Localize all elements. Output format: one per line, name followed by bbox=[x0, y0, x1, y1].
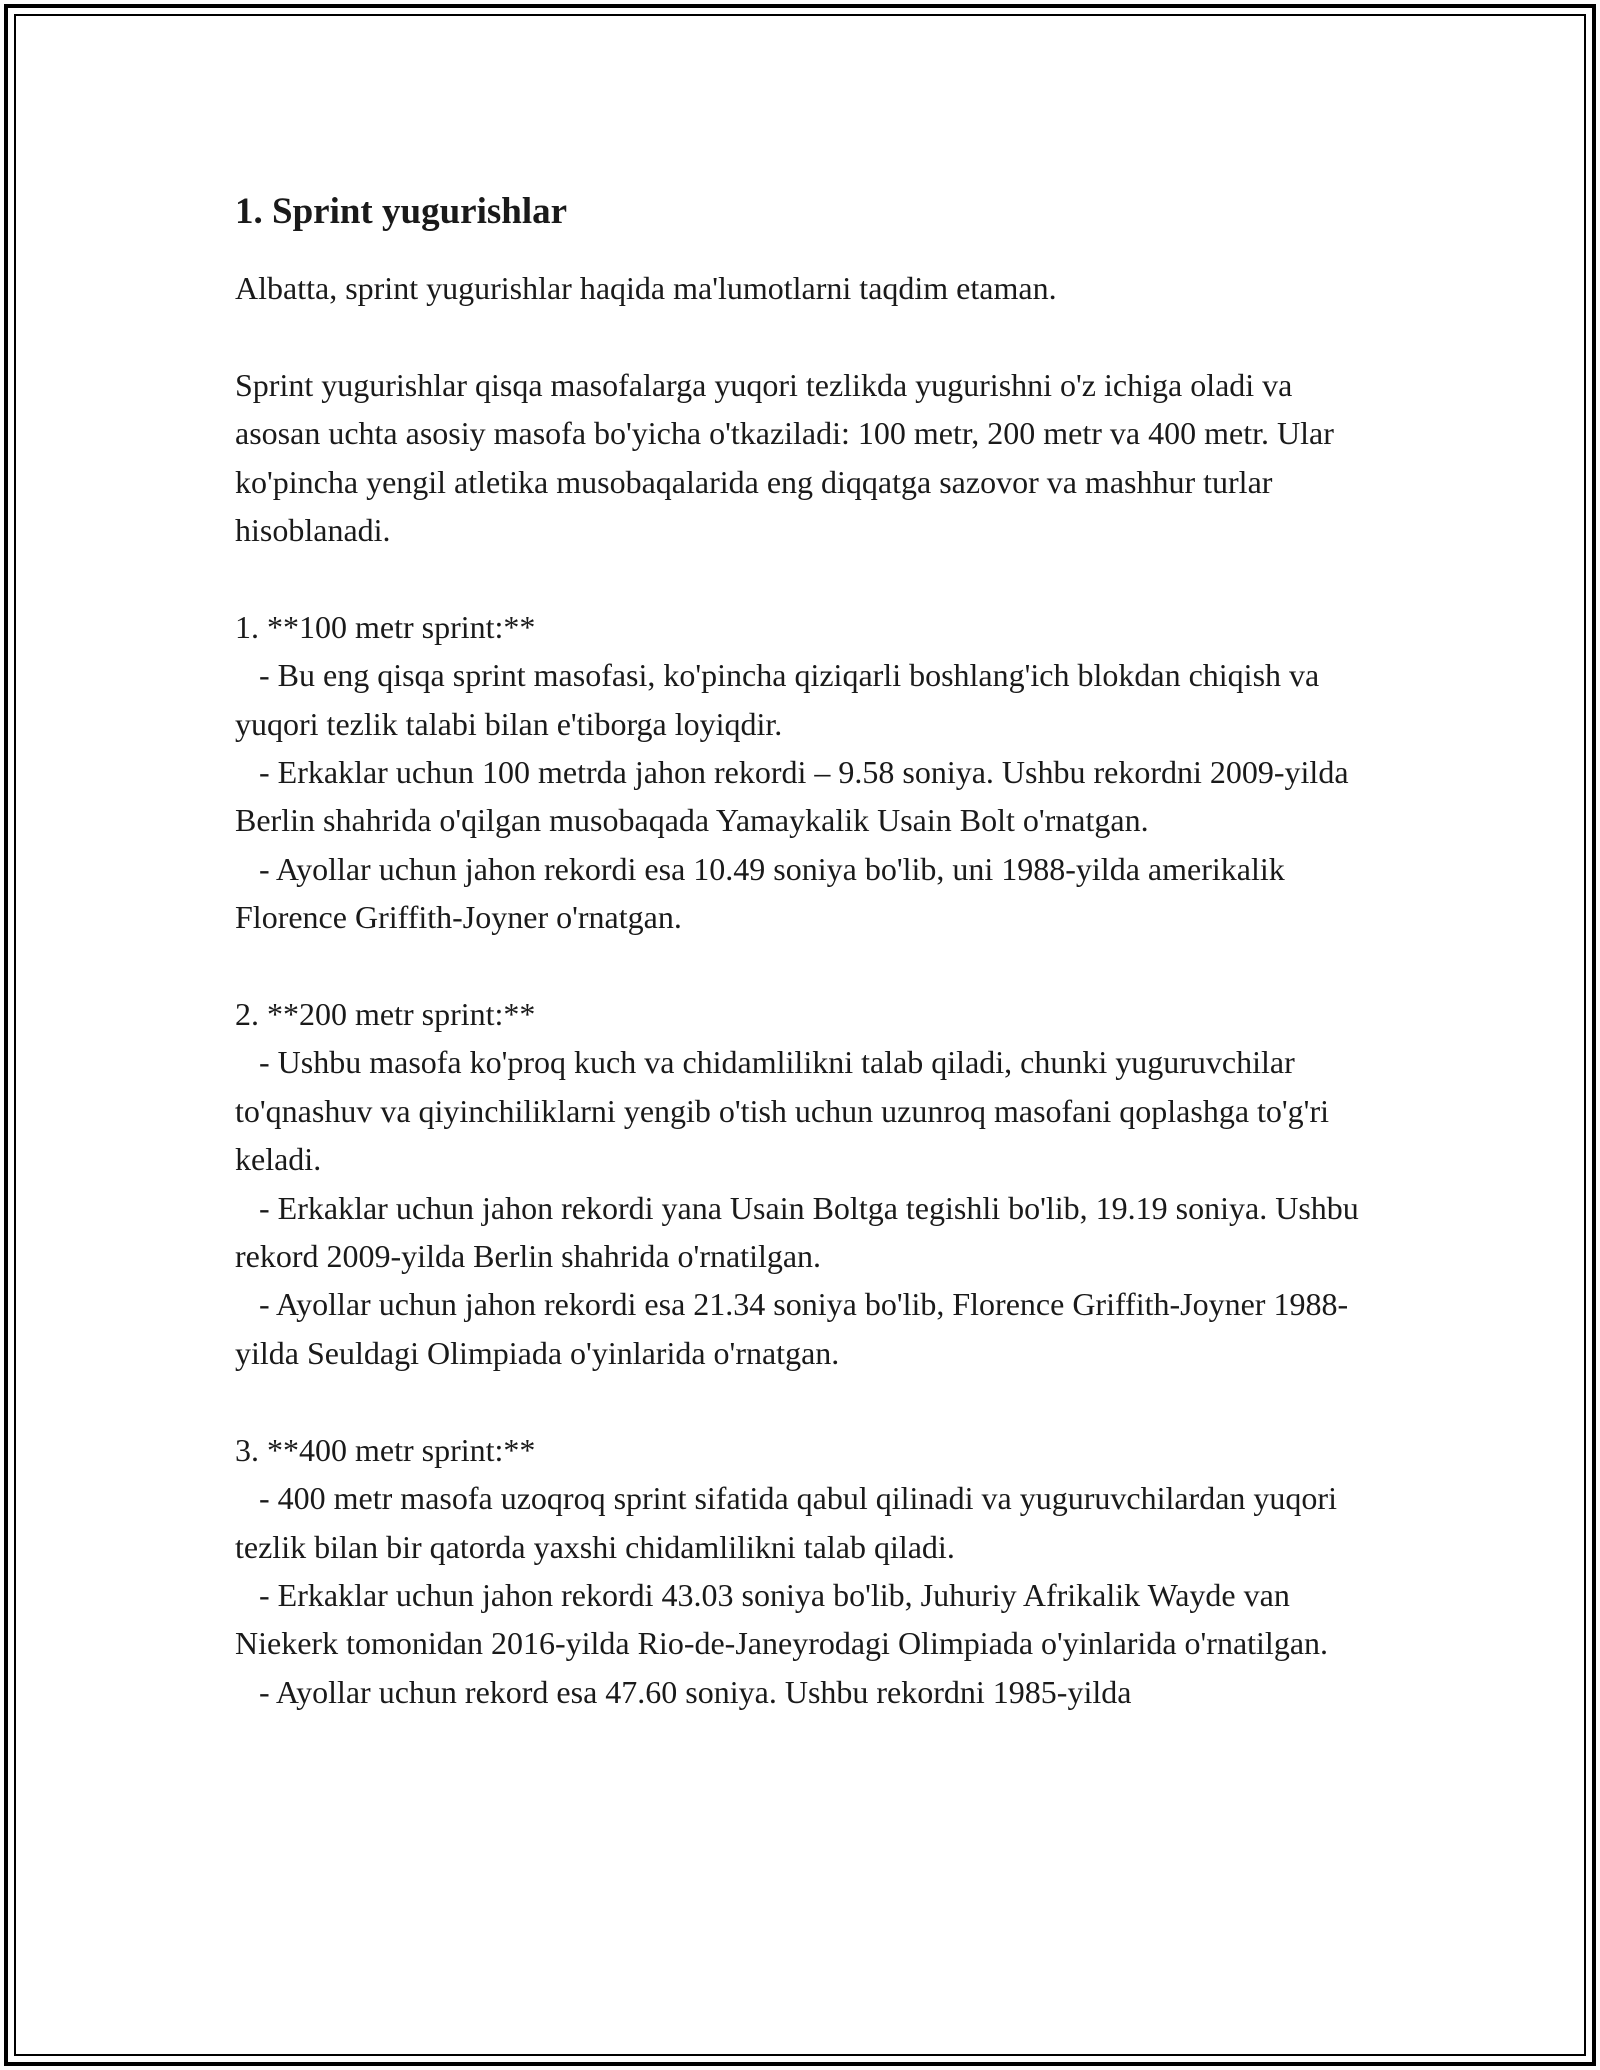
paragraph-gap bbox=[235, 942, 1375, 990]
list-item: - 400 metr masofa uzoqroq sprint sifatida qabul qilinadi va yuguruvchilardan yuqori tezlik bilan bir qatorda yaxshi chidamlilikni talab qiladi. bbox=[235, 1480, 1345, 1565]
paragraph-gap bbox=[235, 312, 1375, 360]
section-200m bbox=[235, 990, 1375, 1377]
intro-paragraph: Albatta, sprint yugurishlar haqida ma'lumotlarni taqdim etaman. bbox=[235, 270, 1057, 306]
list-item: - Ayollar uchun jahon rekordi esa 21.34 soniya bo'lib, Florence Griffith-Joyner 1988-yilda Seuldagi Olimpiada o'yinlarida o'rnatgan. bbox=[235, 1286, 1349, 1371]
list-item: - Erkaklar uchun jahon rekordi yana Usain Boltga tegishli bo'lib, 19.19 soniya. Ushbu rekord 2009-yilda Berlin shahrida o'rnatilgan. bbox=[235, 1189, 1367, 1275]
list-item: - Bu eng qisqa sprint masofasi, ko'pincha qiziqarli boshlang'ich blokdan chiqish va yuqori tezlik talabi bilan e'tiborga loyiqdir. bbox=[235, 657, 1328, 742]
section-title: 1. **100 metr sprint:** bbox=[235, 608, 536, 645]
paragraph-gap bbox=[235, 1377, 1375, 1425]
section-100m bbox=[235, 603, 1375, 942]
list-item: - Ushbu masofa ko'proq kuch va chidamlilikni talab qiladi, chunki yuguruvchilar to'qnashuv va qiyinchiliklarni yengib o'tish uchun uzunroq masofani qoplashga to'g'ri keladi. bbox=[235, 1044, 1337, 1178]
list-item: - Erkaklar uchun 100 metrda jahon rekordi – 9.58 soniya. Ushbu rekordni 2009-yilda Berlin shahrida o'qilgan musobaqada Yamaykalik Usain Bolt o'rnatgan. bbox=[235, 754, 1357, 839]
section-title: 3. **400 metr sprint:** bbox=[235, 1431, 536, 1468]
section-heading: 1. Sprint yugurishlar bbox=[235, 191, 568, 232]
list-item: - Ayollar uchun rekord esa 47.60 soniya. Ushbu rekordni 1985-yilda bbox=[235, 1673, 1132, 1710]
document-body bbox=[235, 188, 1375, 1716]
paragraph-gap bbox=[235, 554, 1375, 602]
section-title: 2. **200 metr sprint:** bbox=[235, 996, 536, 1033]
section-400m bbox=[235, 1426, 1375, 1716]
list-item: - Ayollar uchun jahon rekordi esa 10.49 soniya bo'lib, uni 1988-yilda amerikalik Florence Griffith-Joyner o'rnatgan. bbox=[235, 850, 1293, 936]
list-item: - Erkaklar uchun jahon rekordi 43.03 soniya bo'lib, Juhuriy Afrikalik Wayde van Niekerk tomonidan 2016-yilda Rio-de-Janeyrodagi Olimpiada o'yinlarida o'rnatilgan. bbox=[235, 1576, 1329, 1662]
overview-paragraph: Sprint yugurishlar qisqa masofalarga yuqori tezlikda yugurishni o'z ichiga oladi va asosan uchta asosiy masofa bo'yicha o'tkaziladi: 100 metr, 200 metr va 400 metr. Ular ko'pincha yengil atletika musobaqalarida eng diqqatga sazovor va mashhur turlar hisoblanadi. bbox=[235, 366, 1342, 549]
